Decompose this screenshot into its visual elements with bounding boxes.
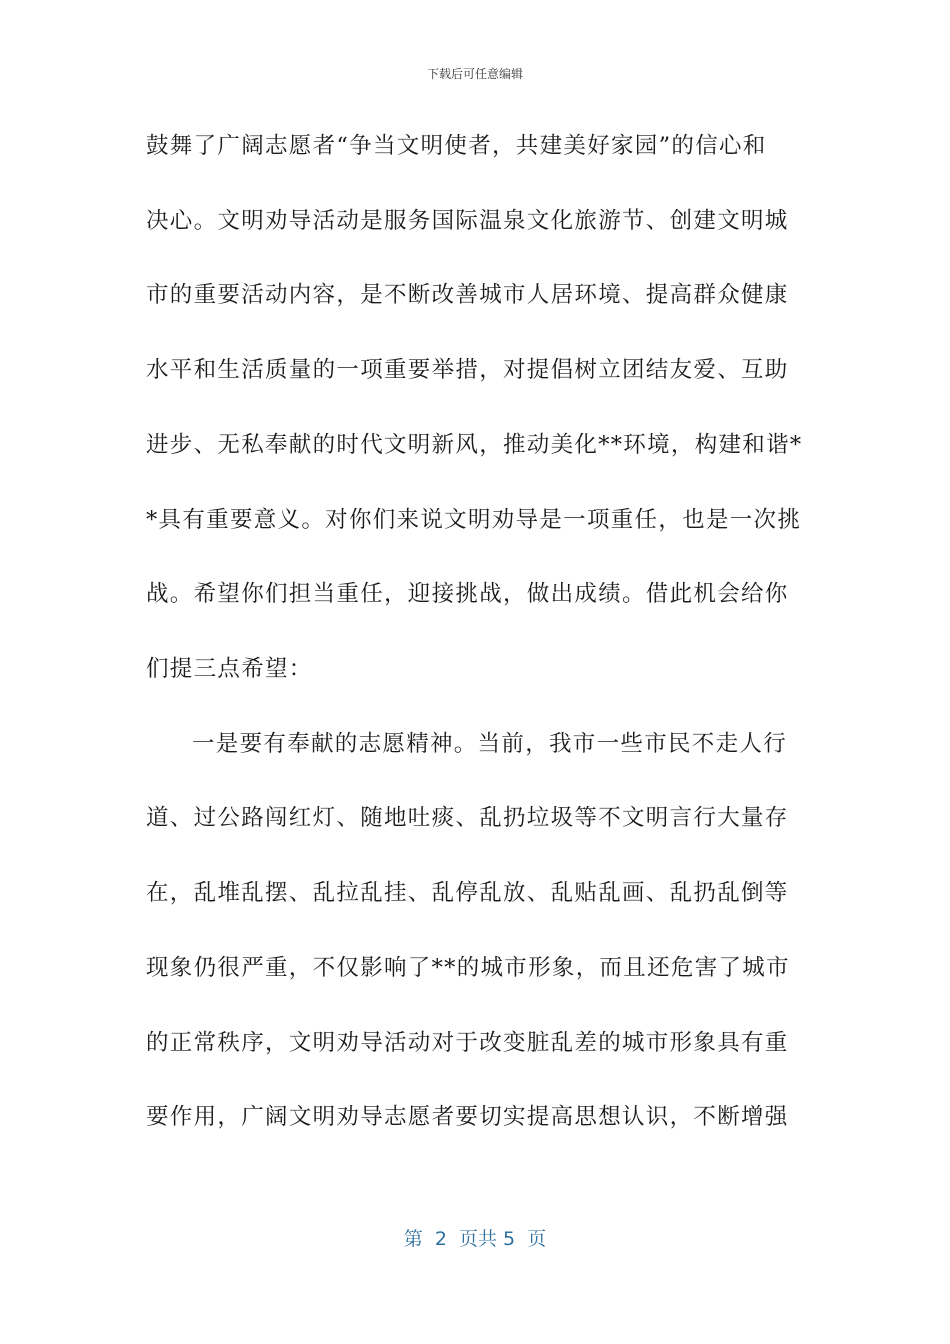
text-line: 市的重要活动内容，是不断改善城市人居环境、提高群众健康 [146,282,789,308]
text-line: 鼓舞了广阔志愿者“争当文明使者，共建美好家园”的信心和 [146,133,767,159]
paragraph-first-line: 一是要有奉献的志愿精神。当前，我市一些市民不走人行 [192,731,788,757]
text-line: 水平和生活质量的一项重要举措，对提倡树立团结友爱、互助 [146,357,789,383]
text-line: 的正常秩序，文明劝导活动对于改变脏乱差的城市形象具有重 [146,1030,789,1056]
text-line: *具有重要意义。对你们来说文明劝导是一项重任，也是一次挑 [146,507,802,533]
page-header-note: 下载后可任意编辑 [426,67,523,81]
text-line: 进步、无私奉献的时代文明新风，推动美化**环境，构建和谐* [146,432,803,458]
text-line: 现象仍很严重，不仅影响了**的城市形象，而且还危害了城市 [146,955,790,981]
page-number-text: 第 2 页共 5 页 [403,1228,547,1250]
text-line: 战。希望你们担当重任，迎接挑战，做出成绩。借此机会给你 [146,581,789,607]
text-line: 道、过公路闯红灯、随地吐痰、乱扔垃圾等不文明言行大量存 [146,805,789,831]
text-line: 要作用，广阔文明劝导志愿者要切实提高思想认识，不断增强 [146,1104,789,1130]
text-line: 决心。文明劝导活动是服务国际温泉文化旅游节、创建文明城 [146,208,789,234]
text-line: 在，乱堆乱摆、乱拉乱挂、乱停乱放、乱贴乱画、乱扔乱倒等 [146,880,789,906]
text-line: 们提三点希望： [146,656,313,682]
page-number-footer [0,1226,950,1252]
